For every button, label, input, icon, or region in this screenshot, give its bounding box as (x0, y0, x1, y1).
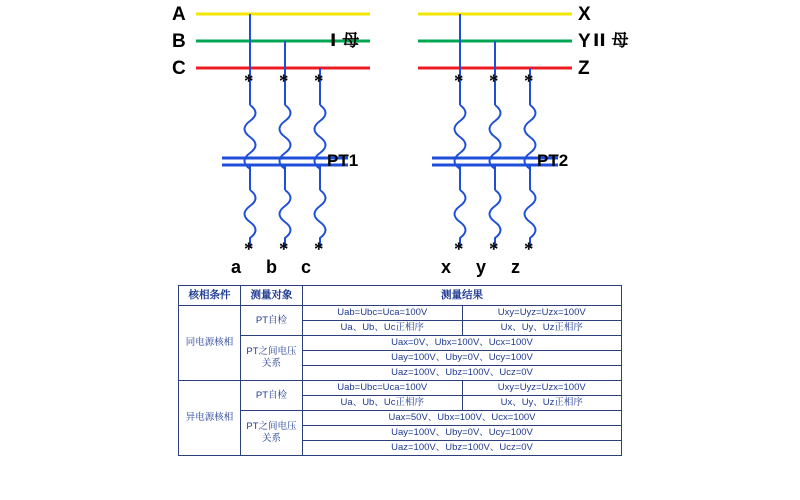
cell-g2-rel-r1: Uax=50V、Ubx=100V、Ucx=100V (303, 411, 622, 426)
cell-object-g1-relation: PT之间电压关系 (241, 336, 303, 381)
cell-g1-sc-r1-c1: Uab=Ubc=Uca=100V (303, 306, 463, 321)
pt1-label: PT1 (327, 151, 359, 170)
cell-g1-sc-r2-c2: Ux、Uy、Uz正相序 (462, 321, 622, 336)
bus1-secondary-label-a: a (231, 257, 242, 277)
bus1-phase-label-a: A (172, 4, 186, 25)
table-row (179, 306, 622, 321)
measurement-table-wrapper (178, 285, 622, 456)
cell-g2-sc-r2-c1: Ua、Ub、Uc正相序 (303, 396, 463, 411)
header-result: 测量结果 (303, 286, 622, 306)
cell-g2-sc-r1-c1: Uab=Ubc=Uca=100V (303, 381, 463, 396)
bus2-secondary-polarity-star-x: * (454, 239, 464, 260)
header-object: 测量对象 (241, 286, 303, 306)
bus2-phase-label-y: Y (578, 31, 591, 52)
bus2-name-label: II 母 (593, 31, 629, 51)
header-condition: 核相条件 (179, 286, 241, 306)
cell-g1-rel-r1: Uax=0V、Ubx=100V、Ucx=100V (303, 336, 622, 351)
cell-object-g2-selfcheck: PT自检 (241, 381, 303, 411)
cell-g1-sc-r1-c2: Uxy=Uyz=Uzx=100V (462, 306, 622, 321)
cell-g1-rel-r2: Uay=100V、Uby=0V、Ucy=100V (303, 351, 622, 366)
cell-object-g2-relation: PT之间电压关系 (241, 411, 303, 456)
bus1-primary-polarity-star-a: * (244, 71, 254, 92)
bus1-phase-label-c: C (172, 58, 186, 79)
bus2-primary-polarity-star-x: * (454, 71, 464, 92)
cell-g2-rel-r2: Uay=100V、Uby=0V、Ucy=100V (303, 426, 622, 441)
bus1-primary-polarity-star-c: * (314, 71, 324, 92)
bus2-phase-label-x: X (578, 4, 591, 25)
cell-g1-rel-r3: Uaz=100V、Ubz=100V、Ucz=0V (303, 366, 622, 381)
measurement-table (178, 285, 622, 456)
cell-condition-group1: 同电源核相 (179, 306, 241, 381)
bus1-secondary-polarity-star-b: * (279, 239, 289, 260)
table-row (179, 381, 622, 396)
bus2-secondary-polarity-star-y: * (489, 239, 499, 260)
bus2-secondary-label-y: y (476, 257, 487, 277)
bus2-secondary-label-x: x (441, 257, 452, 277)
cell-object-g1-selfcheck: PT自检 (241, 306, 303, 336)
bus1-secondary-polarity-star-a: * (244, 239, 254, 260)
bus2-primary-polarity-star-z: * (524, 71, 534, 92)
cell-g1-sc-r2-c1: Ua、Ub、Uc正相序 (303, 321, 463, 336)
bus1-secondary-label-c: c (301, 257, 312, 277)
cell-g2-sc-r1-c2: Uxy=Uyz=Uzx=100V (462, 381, 622, 396)
bus1-primary-polarity-star-b: * (279, 71, 289, 92)
bus2-secondary-polarity-star-z: * (524, 239, 534, 260)
table-row (179, 336, 622, 351)
bus1-secondary-polarity-star-c: * (314, 239, 324, 260)
table-row (179, 411, 622, 426)
bus2-secondary-label-z: z (511, 257, 520, 277)
cell-g2-rel-r3: Uaz=100V、Ubz=100V、Ucz=0V (303, 441, 622, 456)
bus1-secondary-label-b: b (266, 257, 277, 277)
bus1-name-label: I 母 (330, 31, 360, 51)
bus2-primary-polarity-star-y: * (489, 71, 499, 92)
pt2-label: PT2 (537, 151, 569, 170)
cell-g2-sc-r2-c2: Ux、Uy、Uz正相序 (462, 396, 622, 411)
cell-condition-group2: 异电源核相 (179, 381, 241, 456)
bus1-phase-label-b: B (172, 31, 186, 52)
bus2-phase-label-z: Z (578, 58, 590, 79)
table-header-row (179, 286, 622, 306)
